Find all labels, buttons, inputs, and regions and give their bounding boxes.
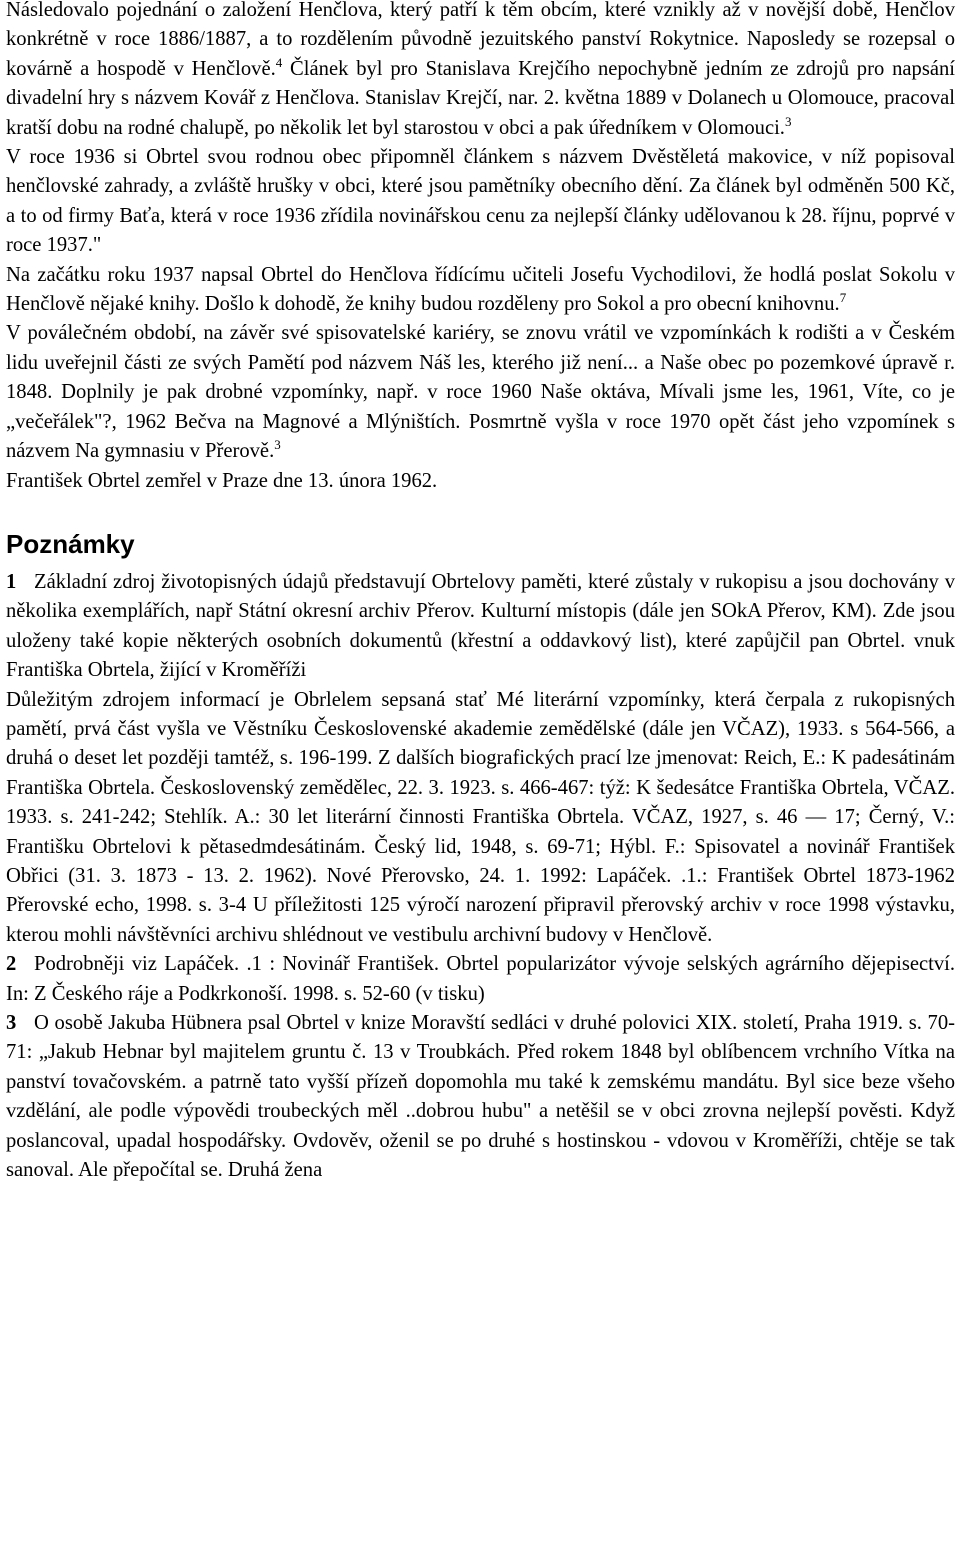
note-3: 3 O osobě Jakuba Hübnera psal Obrtel v knize Moravští sedláci v druhé polovici XIX. století, Praha 1919. s. 70-71: „Jakub Hebnar byl majitelem gruntu č. 13 v Troubkách. Před rokem 1848 byl oblíbencem vrchního Vítka na panství tovačovském. a patrně tato vyšší přízeň dopomohla mu také k zemskému mandátu. Byl sice beze všeho vzdělání, ale podle výpovědi troubeckých měl ..dobrou hubu" a netěšil se v obci zrovna nejlepší pověsti. Když poslancoval, upadal hospodářsky. Ovdověv, oženil se po druhé s hostinskou - vdovou v Kroměříži, chtěje se tak sanoval. Ale přepočítal se. Druhá žena	[6, 1009, 955, 1185]
footnote-ref: 4	[275, 54, 283, 70]
paragraph-2: V roce 1936 si Obrtel svou rodnou obec připomněl článkem s názvem Dvěstěletá makovice, v níž popisoval henčlovské zahrady, a zvláště hrušky v obci, které jsou pamětníky obecního dění. Za článek byl odměněn 500 Kč, a to od firmy Baťa, která v roce 1936 zřídila novinářskou cenu za nejlepší články udělovanou k 28. říjnu, poprvé v roce 1937."	[6, 146, 955, 257]
note-1: 1 Základní zdroj životopisných údajů představují Obrtelovy paměti, které zůstaly v rukopisu a jsou dochovány v několika exemplářích, např Státní okresní archiv Přerov. Kulturní místopis (dále jen SOkA Přerov, KM). Zde jsou uloženy také kopie některých osobních dokumentů (křestní a oddavkový list), které zapůjčil pan Obrtel. vnuk Františka Obrtela, žijící v Kroměříži	[6, 568, 955, 686]
note-2: 2 Podrobněji viz Lapáček. .1 : Novinář František. Obrtel popularizátor vývoje selských agrárního dějepisectví. In: Z Českého ráje a Podkrkonoší. 1998. s. 52-60 (v tisku)	[6, 950, 955, 1009]
note-1-continued: Důležitým zdrojem informací je Obrlelem sepsaná stať Mé literární vzpomínky, která čerpala z rukopisných pamětí, prvá část vyšla ve Věstníku Československé akademie zemědělské (dále jen VČAZ), 1933. s 564-566, a druhá o deset let později tamtéž, s. 196-199. Z dalších biografických prací lze jmenovat: Reich, E.: K padesátinám Františka Obrtela. Československý zemědělec, 22. 3. 1923. s. 466-467: týž: K šedesátce Františka Obrtela, VČAZ. 1933. s. 241-242; Stehlík. A.: 30 let literární činnosti Františka Obrtela. VČAZ, 1927, s. 46 — 17; Černý, V.: Františku Obrtelovi k pětasedmdesátinám. Český lid, 1948, s. 69-71; Hýbl. F.: Spisovatel a novinář František Obřici (31. 3. 1873 - 13. 2. 1962). Nové Přerovsko, 24. 1. 1992: Lapáček. .1.: František Obrtel 1873-1962 Přerovské echo, 1998. s. 3-4 U příležitosti 125 výročí narození připravil přerovský archiv v roce 1998 výstavku, kterou mohli návštěvníci archivu shlédnout ve vestibulu archivní budovy v Henčlově.	[6, 688, 955, 946]
note-number: 3	[6, 1012, 17, 1034]
footnote-ref: 3	[274, 437, 281, 453]
note-number: 1	[6, 570, 17, 593]
note-number: 2	[6, 953, 17, 976]
footnote-ref: 7	[839, 290, 847, 306]
paragraph-4: V poválečném období, na závěr své spisovatelské kariéry, se znovu vrátil ve vzpomínkách k rodišti a v Českém lidu uveřejnil části ze svých Pamětí pod názvem Náš les, kterého již není... a Naše obec po pozemkové úpravě r. 1848. Doplnily je pak drobné vzpomínky, např. v roce 1960 Naše oktáva, Mívali jsme les, 1961, Víte, co je „večeřálek"?, 1962 Bečva na Magnové a Mlýništích. Posmrtně vyšla v roce 1970 opět část jeho vzpomínek s názvem Na gymnasiu v Přerově.$^3$	[6, 322, 955, 463]
paragraph-5: František Obrtel zemřel v Praze dne 13. února 1962.	[6, 469, 438, 492]
document-page	[6, 0, 955, 1185]
paragraph-1: Následovalo pojednání o založení Henčlova, který patří k těm obcím, které vznikly až v novější době, Henčlov konkrétně v roce 1886/1887, a to rozdělením původně jezuitského panství Rokytnice. Naposledy se rozepsal o kovárně a hospodě v Henčlově.$^4$ Článek byl pro Stanislava Krejčího nepochybně jedním ze zdrojů pro napsání divadelní hry s názvem Kovář z Henčlova. Stanislav Krejčí, nar. 2. května 1889 v Dolanech u Olomouce, pracoval kratší dobu na rodné chalupě, po několik let byl starostou v obci a pak úředníkem v Olomouci.$^3$	[6, 0, 955, 139]
notes-heading: Poznámky	[6, 528, 135, 559]
paragraph-3: Na začátku roku 1937 napsal Obrtel do Henčlova řídícímu učiteli Josefu Vychodilovi, že hodlá poslat Sokolu v Henčlově nějaké knihy. Došlo k dohodě, že knihy budou rozděleny pro Sokol a pro obecní knihovnu.$^7$	[6, 263, 955, 316]
footnote-ref: 3	[784, 113, 792, 129]
